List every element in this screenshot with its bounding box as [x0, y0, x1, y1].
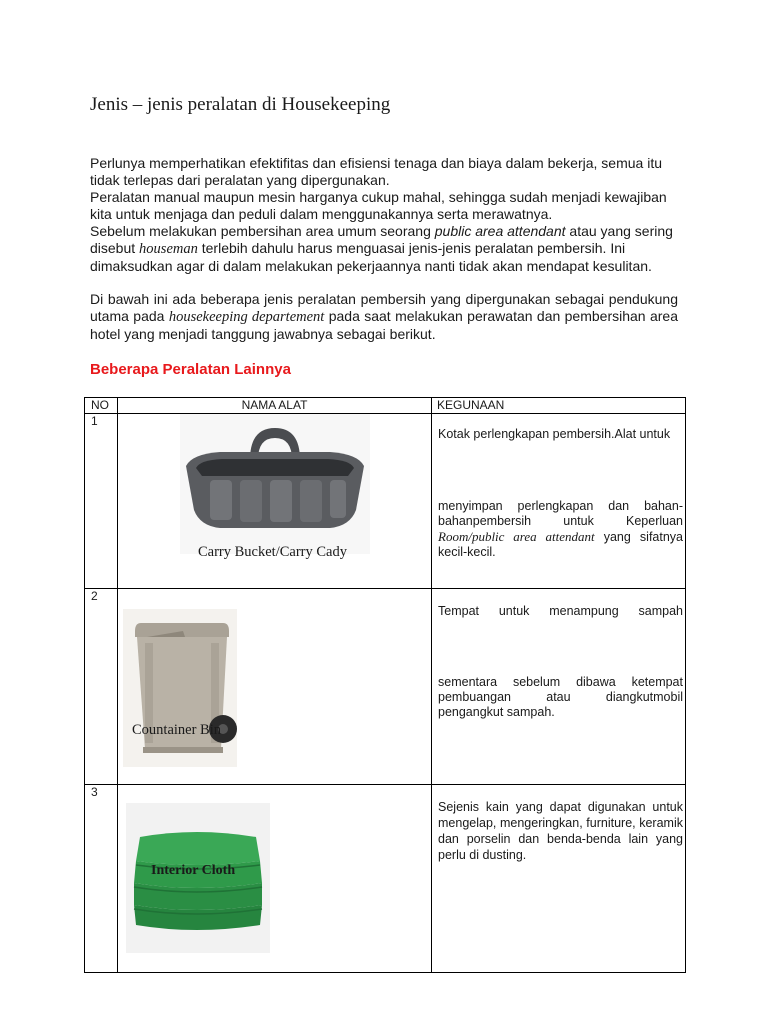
usage-text-top: Tempat untuk menampung sampah: [438, 604, 683, 618]
equipment-caption: Carry Bucket/Carry Cady: [198, 544, 347, 560]
row-number: 3: [85, 785, 118, 973]
equipment-caption: Interior Cloth: [151, 863, 236, 878]
row-number: 1: [85, 414, 118, 589]
container-bin-image: [123, 609, 237, 767]
table-row: [85, 785, 686, 973]
equipment-cell: [118, 414, 432, 589]
section-heading: Beberapa Peralatan Lainnya: [90, 361, 291, 378]
table-row: [85, 589, 686, 785]
row-number: 2: [85, 589, 118, 785]
header-no: NO: [85, 398, 118, 414]
equipment-cell: [118, 785, 432, 973]
header-name: NAMA ALAT: [118, 398, 432, 414]
header-use: KEGUNAAN: [432, 398, 686, 414]
usage-text-bottom: menyimpan perlengkapan dan bahan-bahanpembersih untuk Keperluan Room/public area attendant yang sifatnya kecil-kecil.: [438, 499, 683, 559]
usage-cell: [432, 414, 686, 589]
carry-bucket-image: [180, 414, 370, 554]
usage-cell: [432, 785, 686, 973]
usage-cell: [432, 589, 686, 785]
usage-text-top: Kotak perlengkapan pembersih.Alat untuk: [438, 427, 671, 441]
table-row: [85, 414, 686, 589]
usage-text-bottom: sementara sebelum dibawa ketempat pembuangan atau diangkutmobil pengangkut sampah.: [438, 675, 683, 719]
equipment-caption: Countainer Bin: [132, 722, 222, 738]
equipment-cell: [118, 589, 432, 785]
usage-text: Sejenis kain yang dapat digunakan untuk mengelap, mengeringkan, furniture, keramik dan porselin dan benda-benda lain yang perlu di dusting.: [438, 800, 683, 862]
equipment-table: [84, 397, 686, 973]
intro-paragraph-3: Sebelum melakukan pembersihan area umum seorang public area attendant atau yang sering disebut houseman terlebih dahulu harus menguasai jenis-jenis peralatan pembersih. Ini dimaksudkan agar di dalam melakukan pekerjaannya nanti tidak akan mendapat kesulitan.: [90, 223, 673, 274]
intro-paragraph-1: Perlunya memperhatikan efektifitas dan efisiensi tenaga dan biaya dalam bekerja, semua itu tidak terlepas dari peralatan yang dipergunakan.: [90, 155, 662, 188]
document-title: Jenis – jenis peralatan di Housekeeping: [90, 94, 391, 115]
intro-paragraph-2: Peralatan manual maupun mesin harganya cukup mahal, sehingga sudah menjadi kewajiban kita untuk menjaga dan peduli dalam menggunakannya serta merawatnya.: [90, 189, 667, 222]
intro-paragraph-4: Di bawah ini ada beberapa jenis peralatan pembersih yang dipergunakan sebagai pendukung utama pada housekeeping departement pada saat melakukan perawatan dan pembersihan area hotel yang menjadi tanggung jawabnya sebagai berikut.: [90, 291, 678, 342]
table-header-row: [85, 398, 686, 414]
